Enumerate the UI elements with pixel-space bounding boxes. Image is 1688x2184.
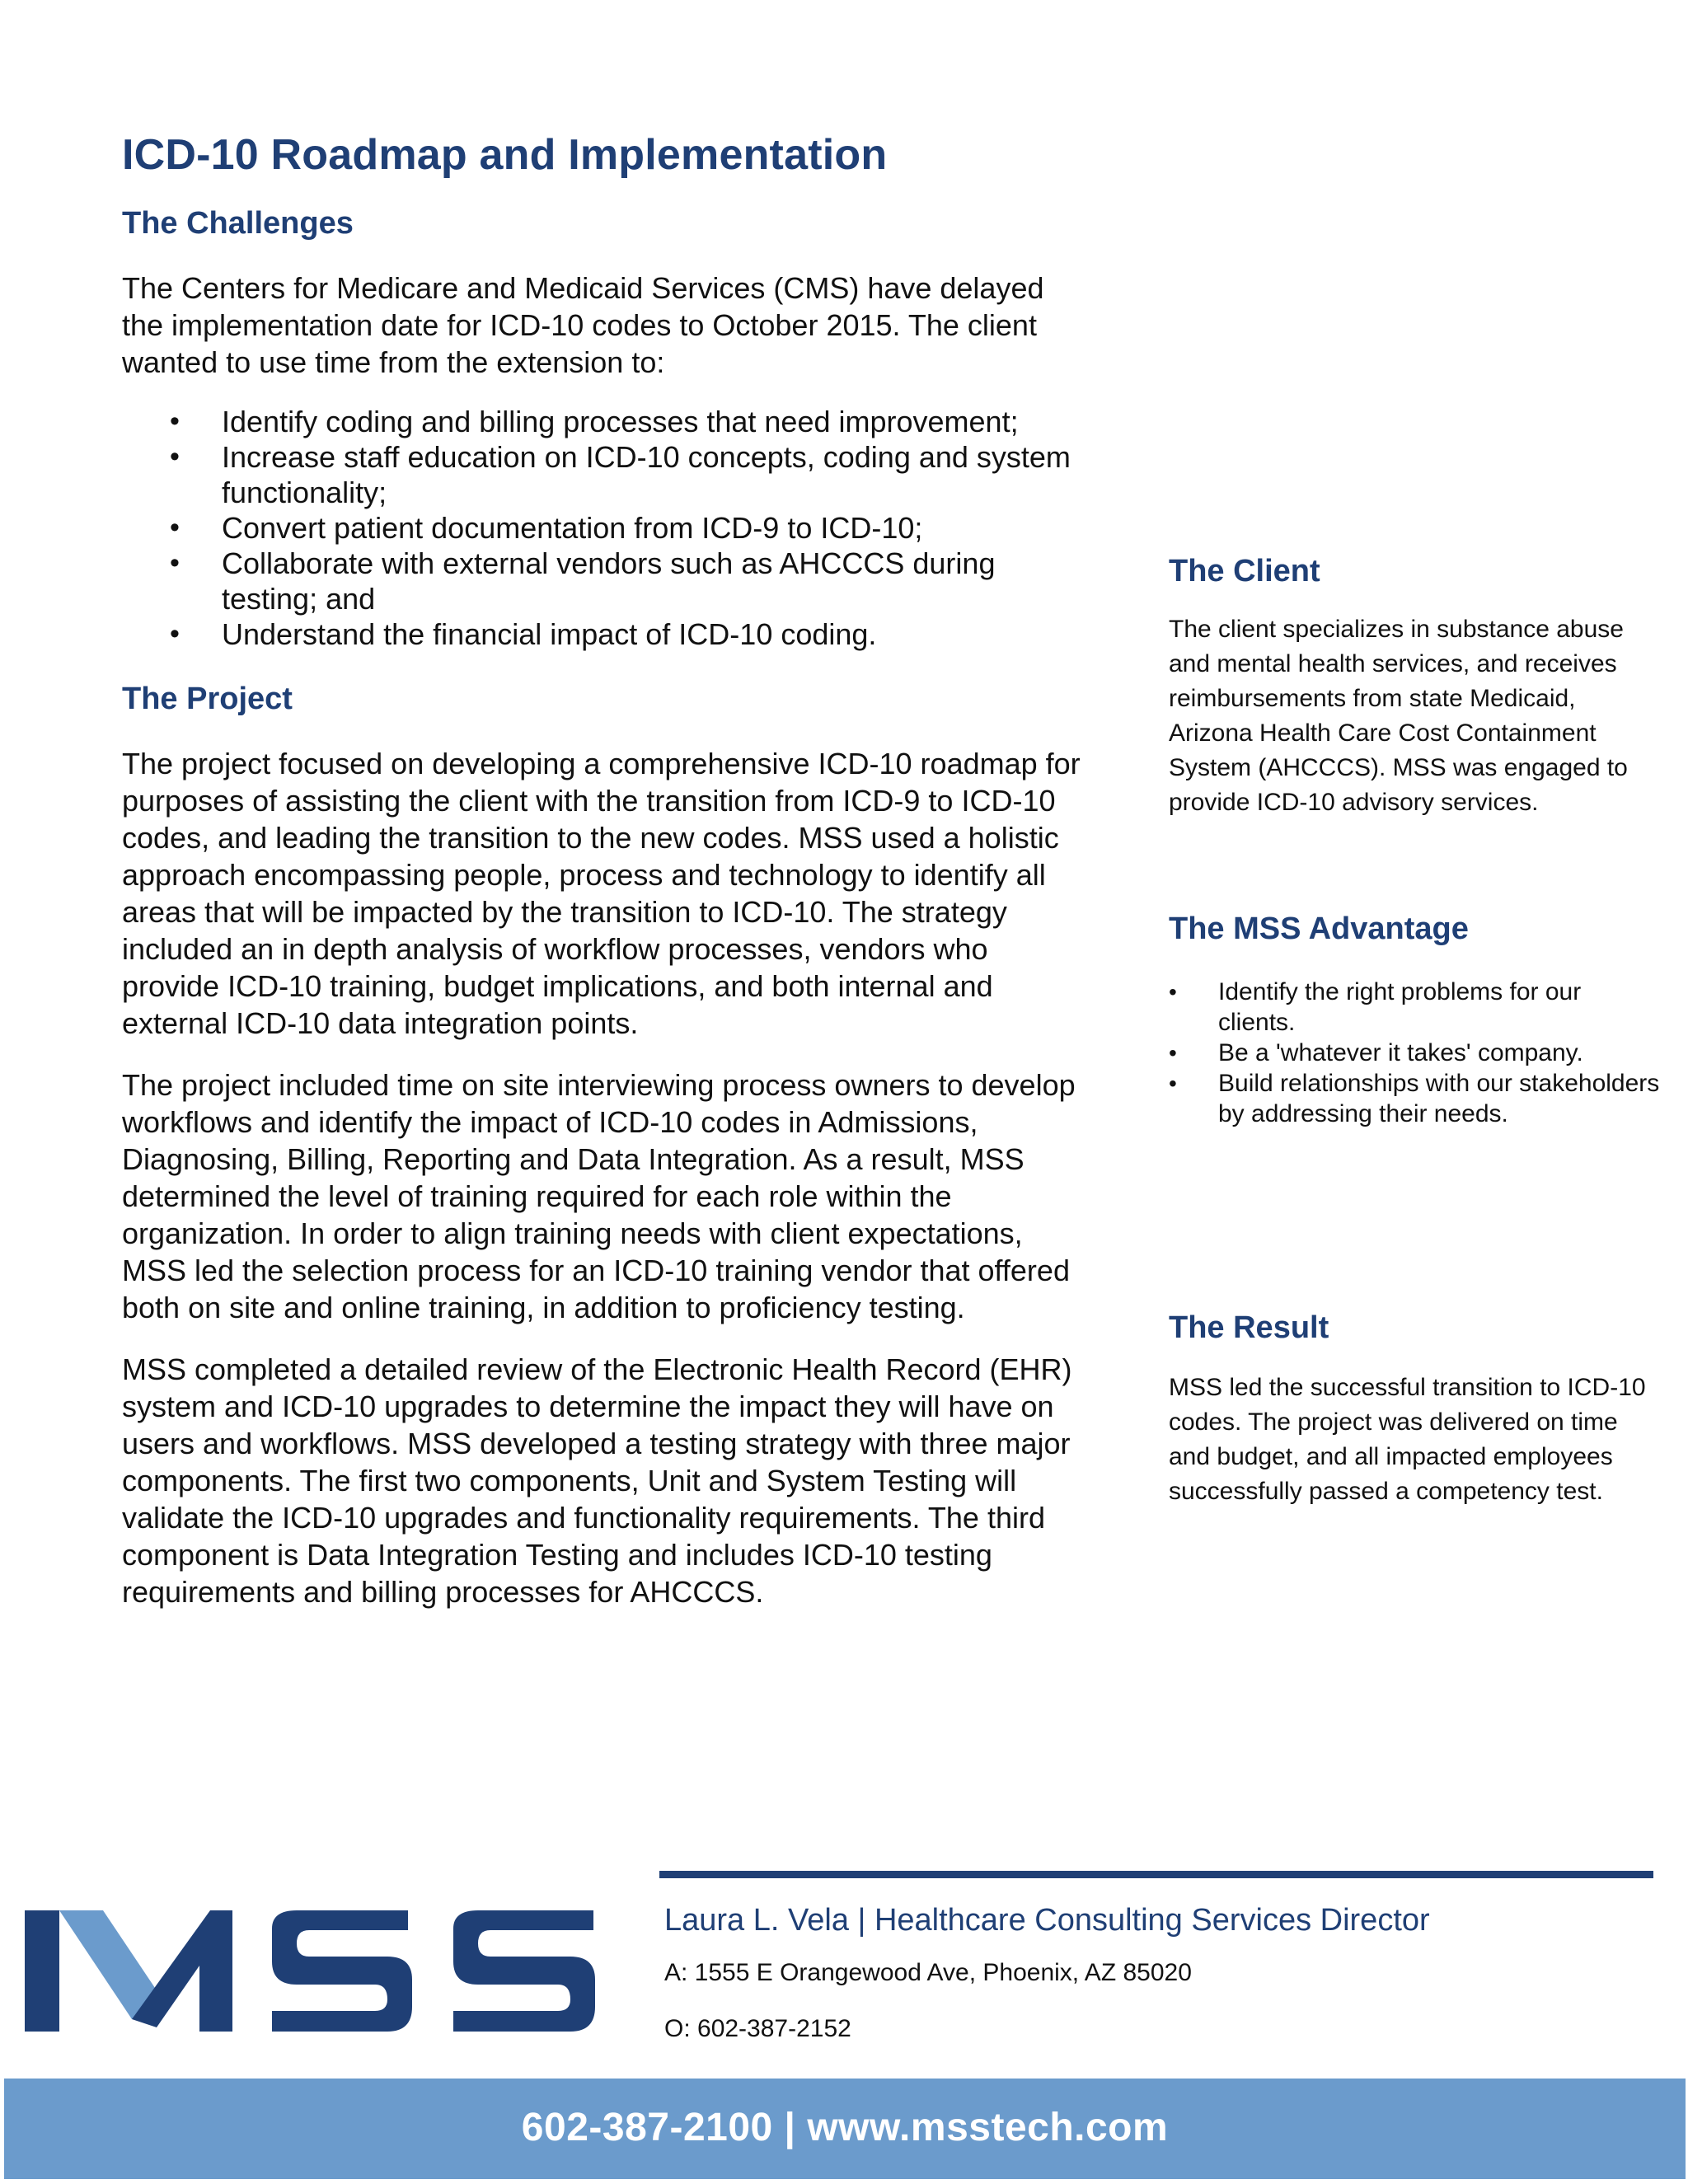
footer-band	[4, 2079, 1686, 2179]
advantage-section	[1169, 912, 1663, 1129]
contact-divider	[659, 1871, 1653, 1878]
result-heading: The Result	[1169, 1310, 1329, 1345]
advantage-item: • Build relationships with our stakeholders by addressing their needs.	[1169, 1068, 1663, 1129]
contact-address: A: 1555 E Orangewood Ave, Phoenix, AZ 85020	[664, 1959, 1192, 1986]
advantage-item: • Be a 'whatever it takes' company.	[1169, 1038, 1663, 1068]
challenges-intro: The Centers for Medicare and Medicaid Services (CMS) have delayed the implementation date for ICD-10 codes to October 2015. The client wanted to use time from the extension to:	[122, 271, 1044, 379]
mss-logo	[25, 1896, 618, 2048]
project-paragraph: The project focused on developing a comprehensive ICD-10 roadmap for purposes of assisting the client with the transition from ICD-9 to ICD-10 codes, and leading the transition to the new codes. MSS used a holistic approach encompassing people, process and technology to identify all areas that will be impacted by the transition to ICD-10. The strategy included an in depth analysis of workflow processes, vendors who provide ICD-10 training, budget implications, and both internal and external ICD-10 data integration points.	[122, 747, 1081, 1040]
challenges-list	[122, 404, 1086, 652]
project-paragraph: The project included time on site interviewing process owners to develop workflows and identify the impact of ICD-10 codes in Admissions, Diagnosing, Billing, Reporting and Data Integration. As a result, MSS determined the level of training required for each role within the organization. In order to align training needs with client expectations, MSS led the selection process for an ICD-10 training vendor that offered both on site and online training, in addition to proficiency testing.	[122, 1068, 1076, 1324]
advantage-item: • Identify the right problems for our clients.	[1169, 977, 1663, 1038]
mss-logo-icon	[25, 1896, 618, 2044]
client-heading: The Client	[1169, 554, 1320, 588]
advantage-heading: The MSS Advantage	[1169, 912, 1469, 946]
project-section	[122, 682, 1086, 1610]
project-paragraph: MSS completed a detailed review of the Electronic Health Record (EHR) system and ICD-10 upgrades to determine the impact they will have on users and workflows. MSS developed a testing strategy with three major components. The first two components, Unit and System Testing will validate the ICD-10 upgrades and functionality requirements. The third component is Data Integration Testing and includes ICD-10 testing requirements and billing processes for AHCCCS.	[122, 1352, 1072, 1609]
challenge-item: • Identify coding and billing processes that need improvement;	[122, 404, 1086, 439]
contact-block	[664, 1900, 1653, 2069]
document-title: ICD-10 Roadmap and Implementation	[122, 131, 888, 179]
challenges-section	[122, 206, 1086, 652]
challenges-heading: The Challenges	[122, 206, 354, 241]
result-section	[1169, 1310, 1663, 1509]
project-heading: The Project	[122, 682, 293, 716]
result-text: MSS led the successful transition to ICD-10 codes. The project was delivered on time and budget, and all impacted employees successfully passed a competency test.	[1169, 1374, 1646, 1505]
contact-name-title: Laura L. Vela | Healthcare Consulting Services Director	[664, 1903, 1430, 1938]
challenge-item: • Collaborate with external vendors such as AHCCCS during testing; and	[122, 546, 1086, 616]
advantage-list	[1169, 977, 1663, 1129]
challenge-item: • Understand the financial impact of ICD-10 coding.	[122, 616, 1086, 652]
challenge-item: • Increase staff education on ICD-10 concepts, coding and system functionality;	[122, 439, 1086, 510]
client-text: The client specializes in substance abuse and mental health services, and receives reimbursements from state Medicaid, Arizona Health Care Cost Containment System (AHCCCS). MSS was engaged to provide ICD-10 advisory services.	[1169, 616, 1628, 816]
challenge-item: • Convert patient documentation from ICD-9 to ICD-10;	[122, 510, 1086, 546]
contact-office-phone: O: 602-387-2152	[664, 2015, 851, 2042]
client-section	[1169, 554, 1663, 820]
footer-contact-text: 602-387-2100 | www.msstech.com	[521, 2106, 1169, 2149]
main-column	[122, 206, 1086, 1610]
